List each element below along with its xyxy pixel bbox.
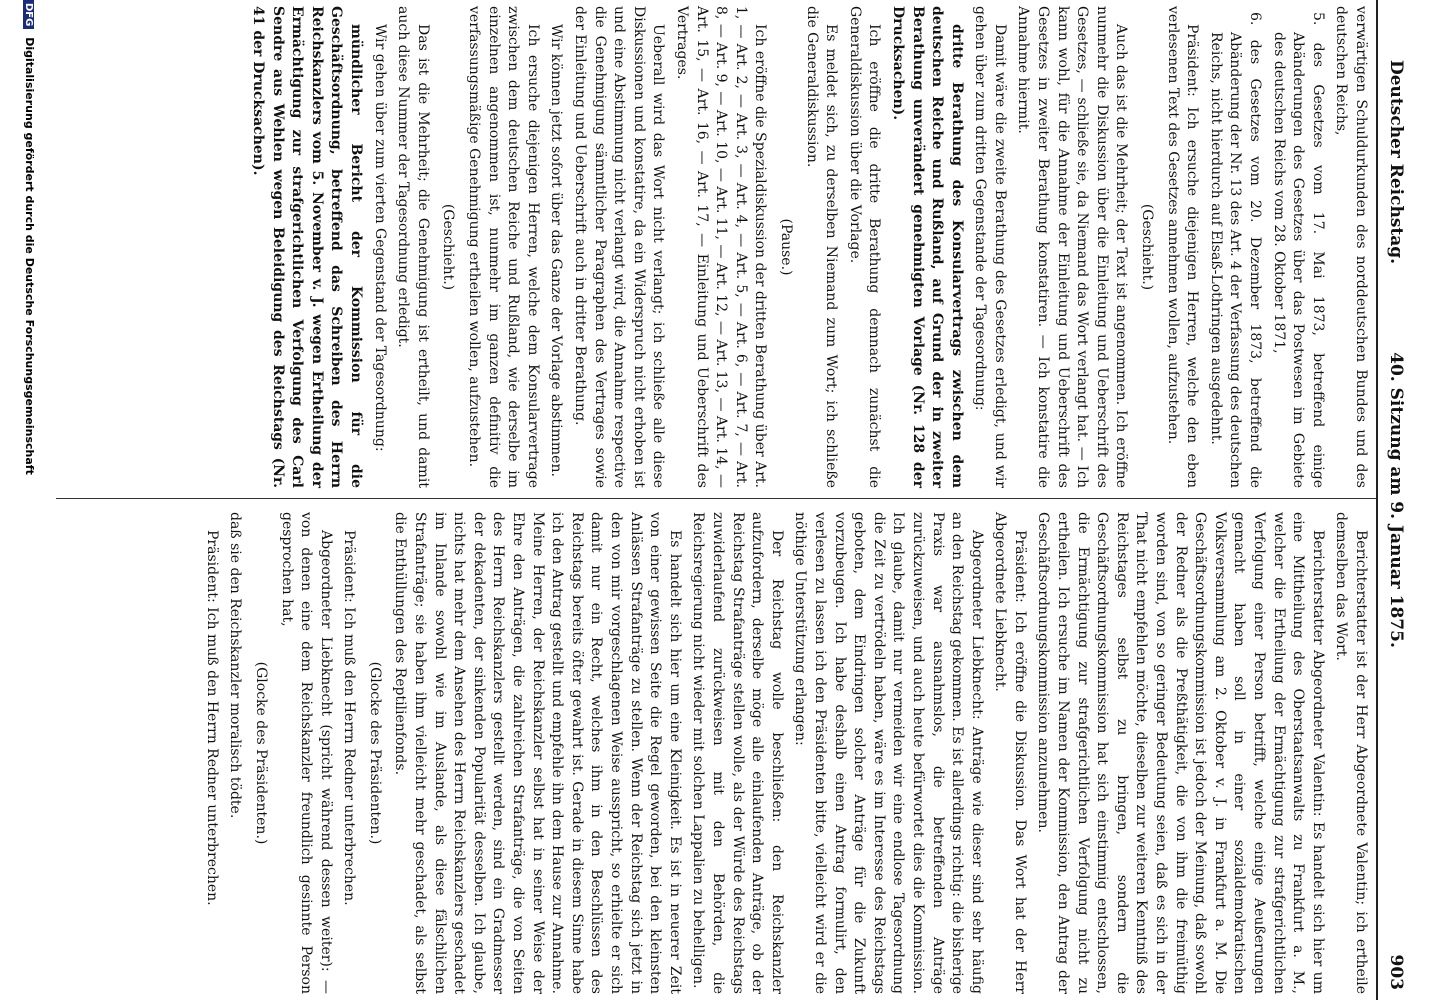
paragraph: Ueberall wird das Wort nicht verlangt; ich schließe alle diese Diskussionen und konstatire, da ein Widerspruch nicht erhoben ist und eine Abstimmung nicht verlangt wird, die Annahme respective die Genehmigung sämmtlicher Paragraphen des Vertrages sowie der Einleitung und Ueberschrift auch in dritter Berathung. [572,6,667,488]
stage-direction: (Geschieht.) [1139,203,1156,291]
paragraph: Wir gehen über zum vierten Gegenstand der Tagesordnung: [371,24,388,452]
rotated-page-content [12,0,1412,1000]
stage-direction: (Glocke des Präsidenten.) [252,661,269,845]
agenda-heading: dritte Berathung des Konsularvertrags zwischen dem deutschen Reiche und Rußland, auf Grund der in zweiter Berathung unverändert genehmigten Vorlage (Nr. 128 der Drucksachen). [889,6,965,488]
paragraph: Ich eröffne die dritte Berathung demnach zunächst die Generaldiskussion über die Vorlage. [846,6,883,488]
list-item: 5. des Gesetzes vom 17. Mai 1873, betreffend einige Abänderungen des Gesetzes über das Postwesen im Gebiete des deutschen Reichs vom 28. Oktober 1871, [1270,12,1326,488]
paragraph: Das ist die Mehrheit; die Genehmigung ist ertheilt, und damit auch diese Nummer der Tagesordnung erledigt. [395,6,431,488]
paragraph: Damit wäre die zweite Berathung des Gesetzes erledigt, und wir gehen über zum dritten Gegenstande der Tagesordnung: [972,6,1008,488]
right-column [197,512,1370,994]
header-page-number: 903 [1386,954,1406,990]
paragraph: verwärtigen Schuldurkunden des norddeutschen Bundes und des deutschen Reichs, [1333,6,1369,488]
agenda-heading: mündlicher Bericht der Kommission für die Geschäftsordnung, betreffend das Schreiben des Herrn Reichskanzlers vom 5. November v. J. wegen Ertheilung der Ermächtigung zur strafgerichtlichen Verfolgung des Carl Sendre aus Wehlen wegen Beleidigung des Reichstags (Nr. 41 der Drucksachen). [250,6,365,488]
footer-text: Digitalisierung gefördert durch die Deutsche Forschungsgemeinschaft [23,37,36,475]
paragraph: Abgeordneter Liebknecht: Anträge wie dieser sind sehr häufig an den Reichstag gekommen. Es ist allerdings richtig: die bisherige Praxis war ausnahmslos, die betreffenden Anträge zurückzuweisen, und auch heute befürwortet dies die Kommission. Ich glaube, damit nur vermeiden wir eine endlose Tagesordnung die Zeit zu vertrödeln haben, wäre es im Interesse des Reichstags geboten, dem Eindringen solcher Anträge für die Zukunft vorzubeugen. Ich habe deshalb einen Antrag formulirt, den verlesen zu lassen ich den Präsidenten bitte, vielleicht wird er die nöthige Unterstützung erlangen: [792,512,985,994]
header-publication: Deutscher Reichstag. [1386,60,1406,265]
paragraph: Ich eröffne die Spezialdiskussion der dritten Berathung über Art. 1, — Art. 2, — Art. 3, — Art. 4, — Art. 5, — Art. 6, — Art. 7, — Art. 8, — Art. 9, — Art. 10, — Art. 11, — Art. 12, — Art. 13, — Art. 14, — Art. 15, — Art. 16, — Art. 17, — Einleitung und Ueberschrift des Vertrages. [674,6,769,489]
stage-direction: (Pause.) [777,218,794,276]
dfg-logo: DFG [23,0,34,29]
motion-text: Der Reichstag wolle beschließen: den Reichskanzler aufzufordern, derselbe möge alle einlaufenden Anträge, ob der Reichstag Strafanträge stellen wolle, als der Würde des Reichstags zuwiderlaufend zurückweisen mit den Behörden, die Reichsregierung nicht wieder mit solchen Lappalien zu behelligen. [690,512,785,994]
paragraph: Berichterstatter Abgeordneter Valentin: Es handelt sich hier um eine Mittheilung des Oberstaatsanwalts zu Frankfurt a. M., welcher die Ertheilung der Ermächtigung zur strafgerichtlichen Verfolgung einer Person betrifft, welche einige Aeußerungen gemacht haben soll in einer sozialdemokratischen Volksversammlung am 2. Oktober v. J. in Frankfurt a. M. Die Geschäftsordnungskommission ist jedoch der Meinung, daß sowohl der Redner als die Preßthätigkeit, die von ihm die freimüthig worden sind, von so geringer Bedeutung seien, daß es sich in der That nicht empfehlen möchte, dieselben zur weiteren Kenntniß des Reichstages selbst zu bringen, sondern die Geschäftsordnungskommission hat sich einstimmig entschlossen, die Ermächtigung zur strafgerichtlichen Verfolgung nicht zu ertheilen. Ich ersuche im Namen der Kommission, den Antrag der Geschäftsordnungskommission anzunehmen. [1035,512,1326,994]
paragraph: daß sie den Reichskanzler moralisch tödte. [227,512,244,819]
left-column [244,6,1370,488]
header-session: 40. Sitzung am 9. Januar 1875. [1386,352,1406,648]
column-divider [56,498,1376,499]
header-rule [1376,0,1378,1000]
paragraph: Abgeordneter Liebknecht (spricht während dessen weiter): — von denen eine dem Reichskanzler freundlich gesinnte Person gesprochen hat, [278,512,334,994]
stage-direction: (Geschieht.) [440,203,457,291]
digitization-footer [18,0,36,1000]
paragraph: Es handelt sich hier um eine Kleinigkeit. Es ist in neuerer Zeit von einer gewissen Seite die Regel geworden, bei den kleinsten Anlässen Strafanträge zu stellen. Wenn der Reichstag sich jetzt in den von mir vorgeschlagenen Weise ausspricht, so erhielte er sich damit nur ein Recht, welches ihm in den Beschlüssen des Reichstags bereits öfter gewahrt ist. Gerade in diesem Sinne habe ich den Antrag gestellt und empfehle ihn dem Hause zur Annahme. Meine Herren, der Reichskanzler selbst hat in seiner Weise der Ehre den Anträgen, die zahlreichen Strafanträge, die von Seiten des Herrn Reichskanzlers gestellt werden, sind ein Gradmesser der dekadenten, der sinkenden Popularität desselben. Ich glaube, nichts hat mehr dem Ansehen des Herrn Reichskanzlers geschadet im Inlande sowohl wie im Auslande, als diese fälschlichen Strafanträge; sie haben ihm vielleicht mehr geschadet, als selbst die Enthüllungen des Reptilienfonds. [392,512,683,994]
paragraph: Präsident: Ich eröffne die Diskussion. Das Wort hat der Herr Abgeordnete Liebknecht. [992,512,1028,994]
paragraph: Präsident: Ich muß den Herrn Redner unterbrechen. [341,530,358,906]
stage-direction: (Glocke des Präsidenten.) [366,661,383,845]
paragraph: Präsident: Ich ersuche diejenigen Herren, welche den eben verlesenen Text des Gesetzes annehmen wollen, aufzustehen. [1164,6,1201,488]
paragraph: Wir können jetzt sofort über das Ganze der Vorlage abstimmen. [548,24,565,477]
paragraph: Es meldet sich, zu derselben Niemand zum Wort; ich schließe die Generaldiskussion. [803,6,840,488]
list-item: 6. des Gesetzes vom 20. Dezember 1873, betreffend die Abänderung der Nr. 13 des Art. 4 der Verfassung des deutschen Reichs, nicht hierdurch auf Elsaß-Lothringen ausgedehnt. [1207,12,1264,488]
paragraph: Präsident: Ich muß den Herrn Redner unterbrechen. [203,530,220,906]
paragraph: Ich ersuche diejenigen Herren, welche dem Konsularvertrage zwischen dem deutschen Reiche und Rußland, wie derselbe im einzelnen angenommen ist, nunmehr im ganzen definitiv die verfassungsmäßige Genehmigung ertheilen wollen, aufzustehen. [466,6,541,488]
paragraph: Berichterstatter ist der Herr Abgeordnete Valentin; ich ertheile demselben das Wort. [1333,512,1369,994]
paragraph: Auch das ist die Mehrheit; der Text ist angenommen. Ich eröffne nunmehr die Diskussion über die Einleitung und Ueberschrift des Gesetzes, — schließe sie, da Niemand das Wort verlangt hat. — Ich kann wohl, für die Annahme der Einleitung und Ueberschrift des Gesetzes in zweiter Berathung konstatiren. — Ich konstatire die Annahme hiermit. [1015,6,1130,488]
page-header [1382,0,1406,1000]
